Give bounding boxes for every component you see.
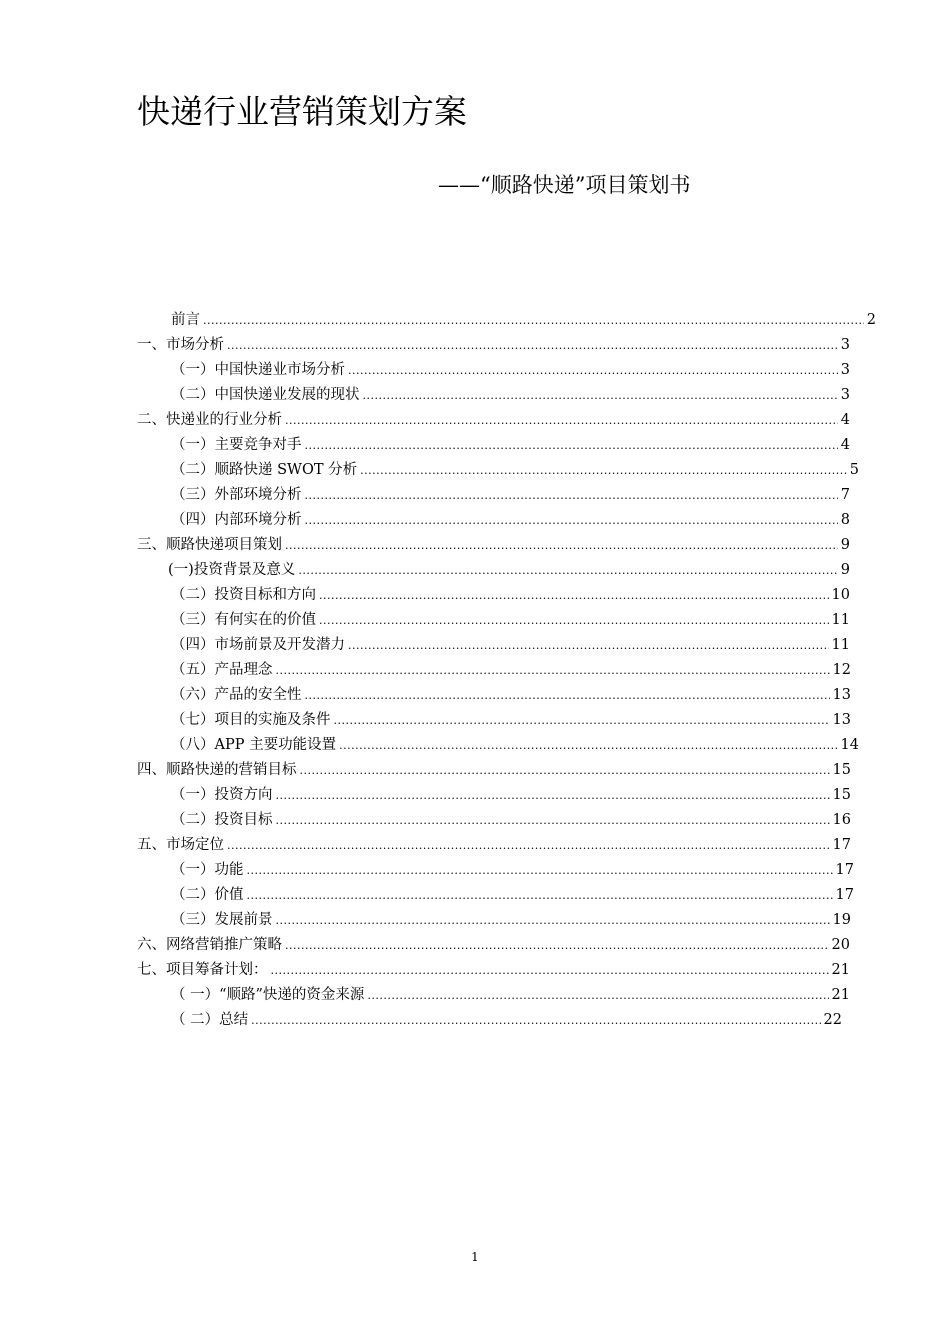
- toc-entry-title: （二）投资目标和方向: [171, 587, 316, 603]
- toc-page-number: 22: [823, 1012, 842, 1028]
- toc-entry-title: （二）中国快递业发展的现状: [171, 387, 360, 403]
- toc-entry[interactable]: [171, 435, 850, 455]
- toc-entry-title: （八）APP 主要功能设置: [171, 737, 337, 753]
- toc-page-number: 13: [832, 687, 851, 703]
- toc-leader-dots: [348, 638, 829, 654]
- toc-leader-dots: [271, 963, 829, 979]
- toc-page-number: 11: [831, 637, 850, 653]
- toc-entry[interactable]: [171, 710, 851, 730]
- toc-entry-title: (一)投资背景及意义: [168, 562, 296, 578]
- toc-page-number: 3: [840, 387, 850, 403]
- toc-entry[interactable]: [137, 760, 851, 780]
- toc-entry[interactable]: [137, 835, 851, 855]
- toc-page-number: 19: [832, 912, 851, 928]
- toc-entry-title: （三）外部环境分析: [171, 487, 302, 503]
- toc-leader-dots: [276, 663, 830, 679]
- toc-entry[interactable]: [137, 935, 850, 955]
- toc-leader-dots: [367, 988, 828, 1004]
- toc-entry-title: 一、市场分析: [137, 337, 224, 353]
- toc-entry[interactable]: [137, 410, 850, 430]
- document-subtitle: ——“顺路快递”项目策划书: [438, 173, 691, 197]
- toc-leader-dots: [276, 813, 830, 829]
- toc-page-number: 3: [840, 362, 850, 378]
- toc-leader-dots: [305, 488, 838, 504]
- toc-entry[interactable]: [171, 360, 850, 380]
- toc-leader-dots: [305, 688, 830, 704]
- toc-leader-dots: [300, 763, 830, 779]
- toc-page-number: 17: [835, 862, 854, 878]
- toc-entry-title: （六）产品的安全性: [171, 687, 302, 703]
- toc-page-number: 20: [831, 937, 850, 953]
- toc-page-number: 15: [832, 787, 851, 803]
- toc-page-number: 11: [831, 612, 850, 628]
- toc-entry[interactable]: [137, 960, 850, 980]
- toc-leader-dots: [298, 563, 837, 579]
- toc-entry[interactable]: [171, 860, 854, 880]
- toc-page-number: 17: [835, 887, 854, 903]
- toc-page-number: 21: [831, 987, 850, 1003]
- toc-entry-title: （一）中国快递业市场分析: [171, 362, 345, 378]
- toc-page-number: 16: [832, 812, 851, 828]
- toc-leader-dots: [276, 788, 830, 804]
- toc-page-number: 4: [840, 437, 850, 453]
- toc-entry-title: （一）投资方向: [171, 787, 273, 803]
- toc-entry[interactable]: [171, 810, 851, 830]
- toc-entry-title: 六、网络营销推广策略: [137, 937, 282, 953]
- toc-leader-dots: [334, 713, 830, 729]
- toc-page-number: 3: [840, 337, 850, 353]
- toc-entry[interactable]: [171, 485, 850, 505]
- toc-leader-dots: [360, 463, 847, 479]
- toc-entry-title: （三）有何实在的价值: [171, 612, 316, 628]
- toc-leader-dots: [203, 313, 864, 329]
- toc-entry[interactable]: [168, 560, 850, 580]
- toc-leader-dots: [305, 438, 838, 454]
- toc-page-number: 14: [840, 737, 859, 753]
- toc-entry-title: （七）项目的实施及条件: [171, 712, 331, 728]
- toc-leader-dots: [247, 888, 833, 904]
- toc-page-number: 8: [840, 512, 850, 528]
- toc-page-number: 21: [831, 962, 850, 978]
- toc-entry-title: （三）发展前景: [171, 912, 273, 928]
- toc-entry-title: （ 一）“顺路”快递的资金来源: [171, 987, 365, 1003]
- toc-entry-title: （一）主要竞争对手: [171, 437, 302, 453]
- toc-leader-dots: [319, 588, 829, 604]
- toc-entry[interactable]: [171, 1010, 842, 1030]
- toc-entry[interactable]: [171, 985, 850, 1005]
- toc-entry-title: 二、快递业的行业分析: [137, 412, 282, 428]
- toc-page-number: 9: [840, 562, 850, 578]
- toc-leader-dots: [227, 838, 830, 854]
- toc-entry[interactable]: [171, 385, 850, 405]
- toc-entry[interactable]: [171, 635, 850, 655]
- toc-leader-dots: [285, 938, 829, 954]
- toc-page-number: 10: [831, 587, 850, 603]
- toc-entry[interactable]: [171, 910, 851, 930]
- toc-entry-title: 前言: [171, 312, 200, 328]
- toc-entry[interactable]: [171, 785, 851, 805]
- document-title: 快递行业营销策划方案: [137, 92, 467, 131]
- toc-page-number: 17: [832, 837, 851, 853]
- toc-entry-title: 五、市场定位: [137, 837, 224, 853]
- toc-entry[interactable]: [171, 660, 851, 680]
- toc-entry-title: （二）投资目标: [171, 812, 273, 828]
- toc-leader-dots: [285, 538, 838, 554]
- toc-entry[interactable]: [137, 535, 850, 555]
- toc-page-number: 4: [840, 412, 850, 428]
- toc-page-number: 9: [840, 537, 850, 553]
- page-number: 1: [471, 1250, 479, 1264]
- toc-entry-title: （五）产品理念: [171, 662, 273, 678]
- toc-page-number: 7: [840, 487, 850, 503]
- toc-entry[interactable]: [171, 585, 850, 605]
- toc-entry-title: （二）价值: [171, 887, 244, 903]
- toc-leader-dots: [227, 338, 838, 354]
- toc-entry[interactable]: [171, 610, 850, 630]
- toc-page-number: 15: [832, 762, 851, 778]
- toc-entry-title: （二）顺路快递 SWOT 分析: [171, 462, 358, 478]
- toc-entry[interactable]: [171, 885, 854, 905]
- toc-leader-dots: [247, 863, 833, 879]
- toc-entry-title: 四、顺路快递的营销目标: [137, 762, 297, 778]
- toc-entry[interactable]: [171, 460, 859, 480]
- toc-leader-dots: [339, 738, 837, 754]
- toc-leader-dots: [319, 613, 829, 629]
- toc-entry[interactable]: [171, 685, 851, 705]
- toc-entry-title: 七、项目筹备计划：: [137, 962, 268, 978]
- toc-page-number: 12: [832, 662, 851, 678]
- toc-entry-title: （四）市场前景及开发潜力: [171, 637, 345, 653]
- toc-leader-dots: [348, 363, 838, 379]
- toc-entry-title: （四）内部环境分析: [171, 512, 302, 528]
- toc-entry-title: 三、顺路快递项目策划: [137, 537, 282, 553]
- toc-leader-dots: [305, 513, 838, 529]
- toc-entry[interactable]: [171, 310, 876, 330]
- toc-entry[interactable]: [137, 335, 850, 355]
- toc-leader-dots: [251, 1013, 820, 1029]
- toc-leader-dots: [285, 413, 838, 429]
- toc-page-number: 13: [832, 712, 851, 728]
- toc-page-number: 2: [866, 312, 876, 328]
- toc-entry[interactable]: [171, 735, 859, 755]
- toc-page-number: 5: [849, 462, 859, 478]
- toc-entry[interactable]: [171, 510, 850, 530]
- toc-leader-dots: [276, 913, 830, 929]
- toc-leader-dots: [363, 388, 838, 404]
- toc-entry-title: （一）功能: [171, 862, 244, 878]
- toc-entry-title: （ 二）总结: [171, 1012, 249, 1028]
